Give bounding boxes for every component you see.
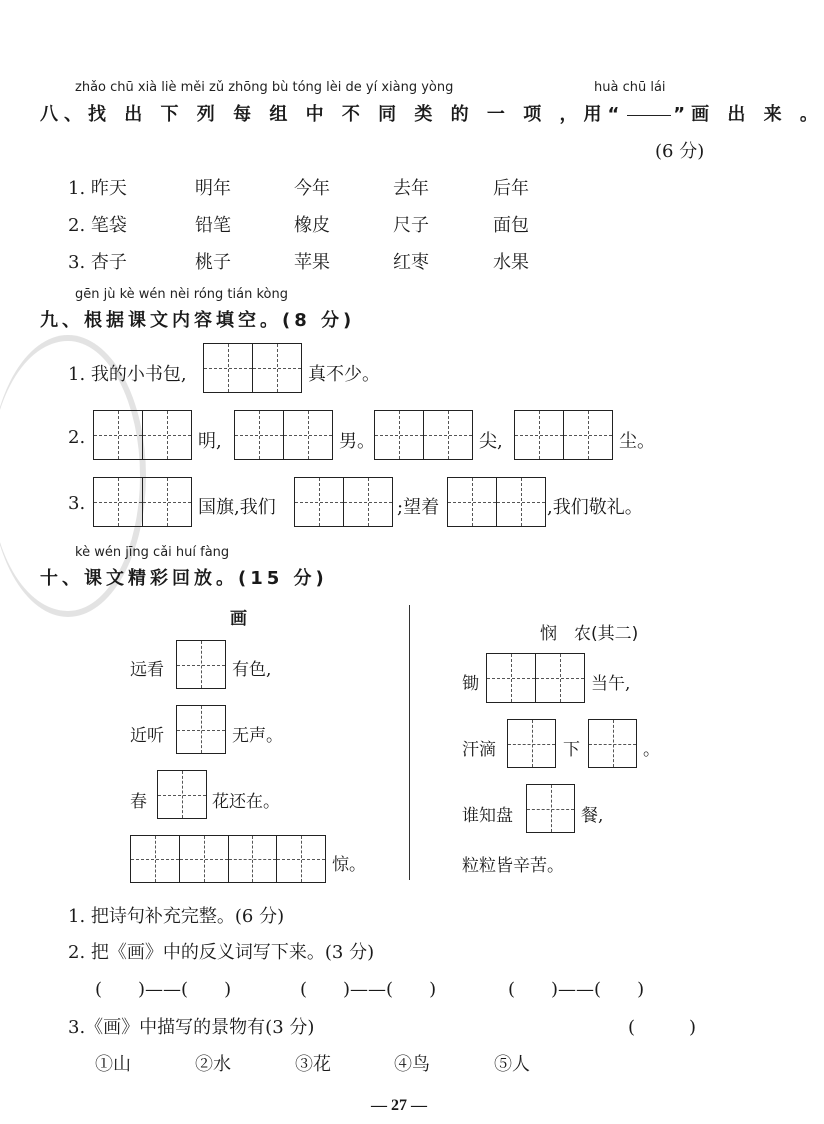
write-box-4char[interactable] <box>130 835 326 883</box>
poem2-line2-c: 。 <box>643 740 660 760</box>
q8-heading-a: 八、找 出 下 列 每 组 中 不 同 类 的 一 项 ，用“ <box>40 104 626 125</box>
write-box-2char[interactable] <box>93 477 192 527</box>
q10-heading: 十、课文精彩回放。(15 分) <box>40 568 328 589</box>
q8-row1-item5: 后年 <box>493 178 529 199</box>
poem1-line2-a: 近听 <box>130 726 164 746</box>
q9-line1-prefix: 1. 我的小书包, <box>68 364 187 385</box>
poem2-line3-a: 谁知盘 <box>462 806 513 826</box>
write-box-1char[interactable] <box>157 770 207 819</box>
poem1-title: 画 <box>230 609 247 629</box>
poem1-line2-b: 无声。 <box>232 726 283 746</box>
q9-pinyin: gēn jù kè wén nèi róng tián kòng <box>75 287 288 302</box>
poem1-line1-a: 远看 <box>130 660 164 680</box>
q8-row3-item4: 红枣 <box>393 252 429 273</box>
underline-blank <box>627 115 671 116</box>
write-box-1char[interactable] <box>526 784 575 833</box>
poem1-line3-a: 春 <box>130 792 147 812</box>
write-box-2char[interactable] <box>203 343 302 393</box>
option-1: ①山 <box>95 1054 131 1075</box>
q8-row3-item2: 桃子 <box>195 252 231 273</box>
write-box-1char[interactable] <box>176 705 226 754</box>
q9-line3-num: 3. <box>68 493 86 514</box>
antonym-pair-2[interactable]: ( )——( ) <box>300 979 437 1000</box>
column-divider <box>409 605 410 880</box>
q8-row2-item2: 铅笔 <box>195 215 231 236</box>
q9-line1-suffix: 真不少。 <box>308 364 380 385</box>
write-box-1char[interactable] <box>588 719 637 768</box>
poem2-line2-a: 汗滴 <box>462 740 496 760</box>
q9-heading: 九、根据课文内容填空。(8 分) <box>40 310 356 331</box>
poem1-line1-b: 有色, <box>232 660 272 680</box>
poem2-line3-b: 餐, <box>581 806 604 826</box>
option-3: ③花 <box>295 1054 331 1075</box>
q8-pinyin: zhǎo chū xià liè měi zǔ zhōng bù tóng lèi de yí xiàng yòng <box>75 80 454 95</box>
q8-row2-item3: 橡皮 <box>294 215 330 236</box>
q8-heading-b: ”画 出 来 。 <box>673 104 824 125</box>
option-4: ④鸟 <box>394 1054 430 1075</box>
write-box-2char[interactable] <box>93 410 192 460</box>
poem2-line2-b: 下 <box>563 740 580 760</box>
answer-paren[interactable]: ( ) <box>628 1017 697 1038</box>
q8-row1-item4: 去年 <box>393 178 429 199</box>
antonym-pair-1[interactable]: ( )——( ) <box>95 979 232 1000</box>
q9-line2-word2: 男。 <box>339 431 375 452</box>
write-box-2char[interactable] <box>234 410 333 460</box>
write-box-2char[interactable] <box>374 410 473 460</box>
q9-line3-word3: ,我们敬礼。 <box>547 497 643 518</box>
q8-row1-item1: 1. 昨天 <box>68 178 127 199</box>
write-box-2char[interactable] <box>486 653 585 703</box>
q9-line3-word2: ;望着 <box>397 497 440 518</box>
write-box-1char[interactable] <box>176 640 226 689</box>
poem2-line4: 粒粒皆辛苦。 <box>462 856 564 876</box>
q10-sub3: 3.《画》中描写的景物有(3 分) <box>68 1017 315 1038</box>
q9-line2-word1: 明, <box>198 431 222 452</box>
antonym-pair-3[interactable]: ( )——( ) <box>508 979 645 1000</box>
q8-row3-item1: 3. 杏子 <box>68 252 127 273</box>
q8-score: (6 分) <box>655 141 705 162</box>
q8-row2-item4: 尺子 <box>393 215 429 236</box>
poem1-line3-b: 花还在。 <box>212 792 280 812</box>
q8-row2-item5: 面包 <box>493 215 529 236</box>
q8-row1-item3: 今年 <box>294 178 330 199</box>
q10-sub2: 2. 把《画》中的反义词写下来。(3 分) <box>68 942 375 963</box>
q8-row3-item3: 苹果 <box>294 252 330 273</box>
option-5: ⑤人 <box>494 1054 530 1075</box>
q9-line3-word1: 国旗,我们 <box>198 497 276 518</box>
poem2-line1-b: 当午, <box>591 674 631 694</box>
q8-row2-item1: 2. 笔袋 <box>68 215 127 236</box>
q10-pinyin: kè wén jīng cǎi huí fàng <box>75 545 230 560</box>
q9-line2-word4: 尘。 <box>619 431 655 452</box>
write-box-2char[interactable] <box>294 477 393 527</box>
write-box-2char[interactable] <box>514 410 613 460</box>
q8-heading <box>40 100 824 126</box>
q9-line2-word3: 尖, <box>479 431 503 452</box>
write-box-1char[interactable] <box>507 719 556 768</box>
option-2: ②水 <box>195 1054 231 1075</box>
poem1-line4-b: 惊。 <box>332 855 366 875</box>
q8-pinyin-2: huà chū lái <box>594 80 666 95</box>
poem2-line1-a: 锄 <box>462 674 479 694</box>
poem2-title: 悯 农(其二) <box>540 624 639 644</box>
q8-row3-item5: 水果 <box>493 252 529 273</box>
page-number: — 27 — <box>371 1097 427 1114</box>
q9-line2-num: 2. <box>68 427 86 448</box>
q8-row1-item2: 明年 <box>195 178 231 199</box>
write-box-2char[interactable] <box>447 477 546 527</box>
q10-sub1: 1. 把诗句补充完整。(6 分) <box>68 906 285 927</box>
